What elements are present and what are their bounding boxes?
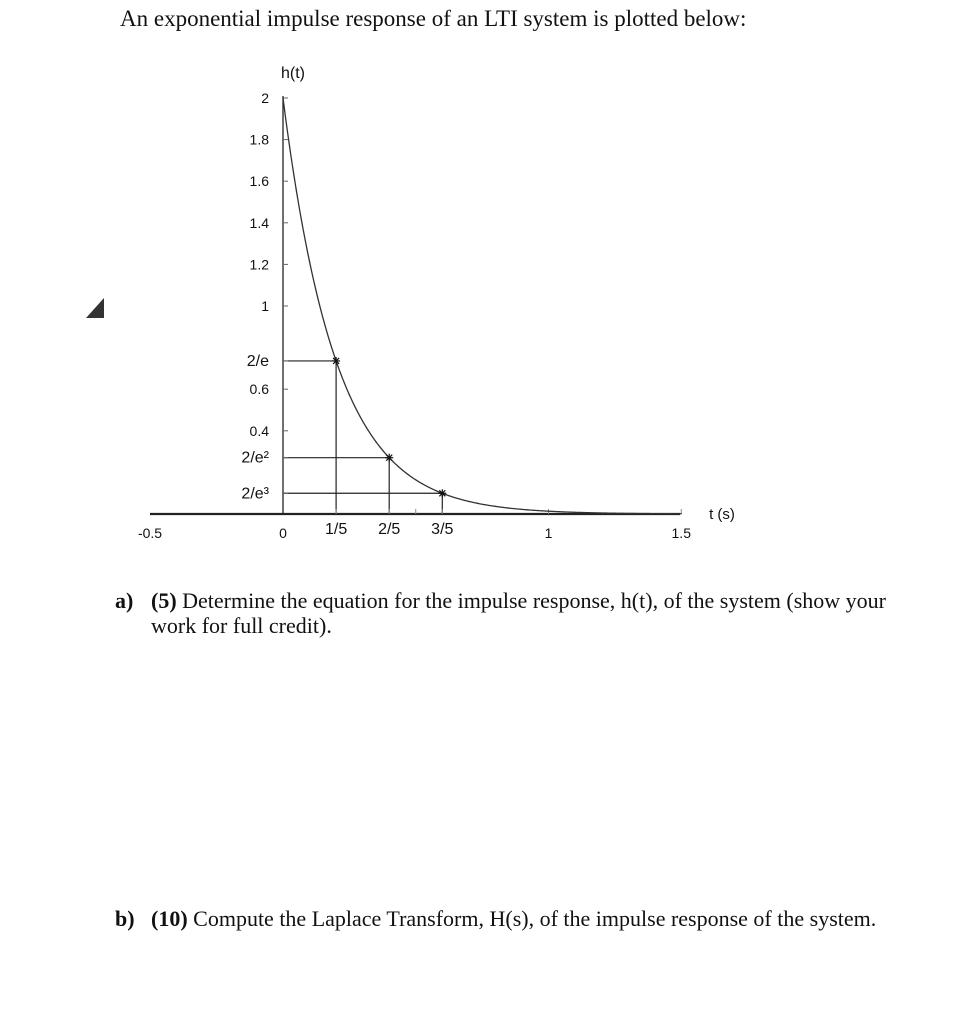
y-tick-label: 1.4 xyxy=(249,214,269,231)
x-tick-label: 3/5 xyxy=(431,521,454,538)
h-t-data-point xyxy=(428,487,429,488)
y-tick-label: 0.6 xyxy=(249,381,269,398)
h-t-data-point xyxy=(495,506,496,507)
h-t-data-point xyxy=(548,511,549,512)
star-marker xyxy=(438,489,446,497)
guide-lines xyxy=(283,361,442,514)
h-t-data-point xyxy=(296,189,297,190)
star-marker xyxy=(332,357,340,365)
y-tick-label: 2/e² xyxy=(241,449,269,467)
axes xyxy=(150,96,681,514)
question-a xyxy=(115,588,915,638)
h-t-data-point xyxy=(282,97,283,98)
h-t-data-point xyxy=(681,513,682,514)
h-t-data-point xyxy=(362,421,363,422)
h-t-data-point xyxy=(521,509,522,510)
intro-text: An exponential impulse response of an LTI system is plotted below: xyxy=(120,6,747,31)
h-t-data-point xyxy=(628,513,629,514)
h-t-data-point xyxy=(322,317,323,318)
y-tick-label: 2/e³ xyxy=(241,485,269,503)
y-tick-label: 1.2 xyxy=(249,256,269,273)
y-tick-label: 2/e xyxy=(246,352,269,370)
h-t-data-point xyxy=(309,261,310,262)
tick-labels xyxy=(138,90,691,541)
star-marker xyxy=(385,454,393,462)
x-axis-label: t (s) xyxy=(709,506,735,523)
x-tick-label: 0 xyxy=(279,525,287,541)
x-tick-label: 1 xyxy=(544,525,553,541)
question-b-text: Compute the Laplace Transform, H(s), of the impulse response of the system. xyxy=(193,906,877,931)
y-tick-label: 1.8 xyxy=(249,131,269,148)
x-tick-label: 2/5 xyxy=(378,521,401,538)
y-tick-label: 2 xyxy=(261,90,269,106)
impulse-response-chart xyxy=(0,55,980,555)
x-tick-label: 1/5 xyxy=(324,521,348,538)
y-tick-label: 1.6 xyxy=(249,173,269,190)
x-tick-label: -0.5 xyxy=(137,525,163,541)
h-t-data-point xyxy=(415,479,416,480)
h-t-data-point xyxy=(654,513,655,514)
question-a-text: Determine the equation for the impulse response, h(t), of the system (show your work for full credit). xyxy=(151,588,886,638)
curve xyxy=(282,97,681,514)
y-tick-label: 1 xyxy=(261,298,269,314)
h-t-data-point xyxy=(574,512,575,513)
question-b-label: b) xyxy=(115,906,135,931)
h-t-series-line xyxy=(283,98,681,514)
h-t-data-point xyxy=(349,394,350,395)
x-tick-label: 1.5 xyxy=(671,525,691,541)
h-t-data-point xyxy=(375,441,376,442)
h-t-data-point xyxy=(601,512,602,513)
h-t-data-point xyxy=(402,470,403,471)
question-b-points: (10) xyxy=(151,906,188,931)
y-axis-label: h(t) xyxy=(281,65,305,82)
question-a-label: a) xyxy=(115,588,134,613)
question-b xyxy=(115,906,945,931)
question-a-points: (5) xyxy=(151,588,177,613)
y-tick-label: 0.4 xyxy=(249,422,269,439)
h-t-data-point xyxy=(468,501,469,502)
